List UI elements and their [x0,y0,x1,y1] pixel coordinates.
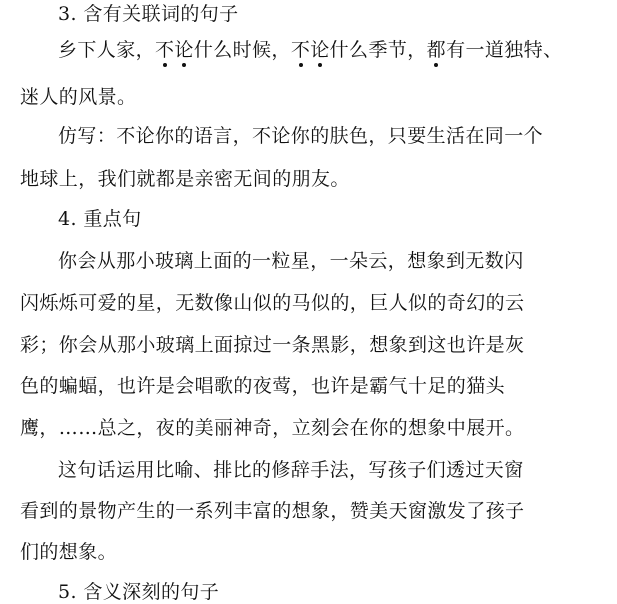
section4-analysis-line: 们的想象。 [20,541,118,563]
example-text-mid: 什么时候， [193,39,291,61]
emphasis-char: 论 [310,39,330,61]
section5-heading: 5. 含义深刻的句子 [58,581,220,603]
emphasis-char: 不 [155,39,175,61]
section3-example-line1 [58,38,562,62]
section4-analysis-line: 这句话运用比喻、排比的修辞手法，写孩子们透过天窗 [58,459,524,481]
section4-quote-line: 你会从那小玻璃上面的一粒星，一朵云，想象到无数闪 [58,250,524,272]
example-text-post: 什么季节， [329,39,427,61]
section3-imitation-line2: 地球上，我们就都是亲密无间的朋友。 [20,168,350,190]
section3-imitation-line1: 仿写：不论你的语言，不论你的肤色，只要生活在同一个 [58,125,544,147]
emphasis-char: 论 [174,39,194,61]
emphasis-char: 不 [290,39,311,61]
section4-quote-line: 闪烁烁可爱的星，无数像山似的马似的，巨人似的奇幻的云 [20,292,525,314]
section3-heading: 3. 含有关联词的句子 [58,3,239,25]
section3-example-line2: 迷人的风景。 [20,86,137,108]
section4-analysis-line: 看到的景物产生的一系列丰富的想象，赞美天窗激发了孩子 [20,500,525,522]
example-text-end: 有一道独特、 [446,39,563,61]
example-text-pre: 乡下人家， [58,39,156,61]
emphasis-char: 都 [426,39,447,61]
section4-quote-line: 色的蝙蝠，也许是会唱歌的夜莺，也许是霸气十足的猫头 [20,375,506,397]
section4-heading: 4. 重点句 [58,208,142,230]
section4-quote-line: 彩；你会从那小玻璃上面掠过一条黑影，想象到这也许是灰 [20,334,525,356]
section4-quote-line: 鹰，……总之，夜的美丽神奇，立刻会在你的想象中展开。 [20,417,525,439]
